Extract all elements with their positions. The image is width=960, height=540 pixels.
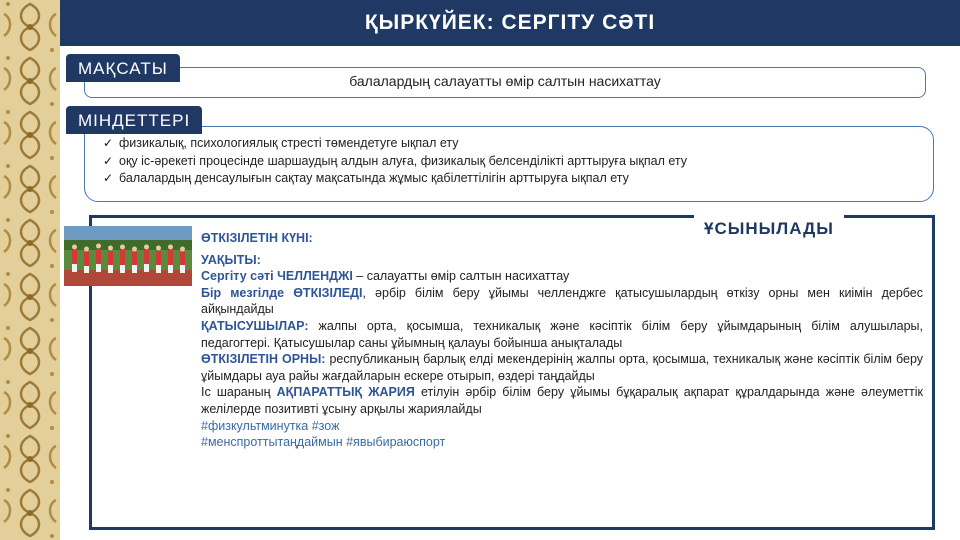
event-photo <box>64 226 192 286</box>
list-item: ✓ оқу іс-әрекеті процесінде шаршаудың алдын алуға, физикалық белсенділікті арттыруға ықпал ету <box>103 153 933 171</box>
challenge-text: – салауатты өмір салтын насихаттау <box>352 269 570 284</box>
once-text: , әрбір білім беру ұйымы челленджге қатысушылардың өткізу орны мен киімін дербес айқындайды <box>201 285 923 317</box>
date-label: ӨТКІЗІЛЕТІН КҮНІ: <box>201 231 313 245</box>
goal-box <box>84 67 926 98</box>
ornament-pattern <box>0 0 60 540</box>
hashtags-line-1: #физкультминутка #зож <box>201 418 340 433</box>
participants-label: ҚАТЫСУШЫЛАР: <box>201 318 309 333</box>
goal-tab: МАҚСАТЫ <box>66 54 180 82</box>
participants-text: жалпы орта, қосымша, техникалық және кәсіптік білім беру ұйымдарының білім алушылары, педагогтері. Қатысушылар саны ұйымның қалауы бойынша анықталады <box>201 318 923 350</box>
goal-text: балалардың салауатты өмір салтын насихаттау <box>349 73 661 89</box>
recommend-label: ҰСЫНЫЛАДЫ <box>694 214 844 244</box>
ornament-border <box>0 0 60 540</box>
checkmark-icon: ✓ <box>103 153 114 168</box>
challenge-label: Сергіту сәті ЧЕЛЛЕНДЖІ <box>201 269 353 284</box>
page-title: ҚЫРКҮЙЕК: СЕРГІТУ СӘТІ <box>60 0 960 46</box>
media-pre: Іс шараның <box>201 385 277 400</box>
checkmark-icon: ✓ <box>103 136 114 150</box>
media-label: АҚПАРАТТЫҚ ЖАРИЯ <box>276 385 415 400</box>
tasks-box <box>84 126 934 202</box>
list-item: ✓ балалардың денсаулығын сақтау мақсатында жұмыс қабілеттілігін арттыруға ықпал ету <box>103 170 933 188</box>
recommend-content <box>201 230 923 451</box>
sport-photo-image <box>64 226 192 286</box>
place-label: ӨТКІЗІЛЕТІН ОРНЫ: <box>201 352 326 367</box>
time-label: УАҚЫТЫ: <box>201 252 261 267</box>
checkmark-icon: ✓ <box>103 171 114 185</box>
tasks-tab: МІНДЕТТЕРІ <box>66 106 202 134</box>
media-post: етілуін әрбір білім беру ұйымы бұқаралық ақпарат құралдарында және әлеуметтік желілерде позитивті ұсыну арқылы жариялайды <box>201 385 923 416</box>
list-item: ✓ физикалық, психологиялық стресті төмендетуге ықпал ету <box>103 135 933 153</box>
once-label: Бір мезгілде ӨТКІЗІЛЕДІ <box>201 285 363 300</box>
hashtags-line-2: #менспроттытаңдаймын #явыбираюспорт <box>201 435 446 450</box>
tasks-list <box>85 127 933 188</box>
place-text: республиканың барлық елді мекендерінің жалпы орта, қосымша, техникалық және кәсіптік білім беру ұйымдары ауа райы жағдайларын ескере отырып, өздері таңдайды <box>201 352 923 383</box>
